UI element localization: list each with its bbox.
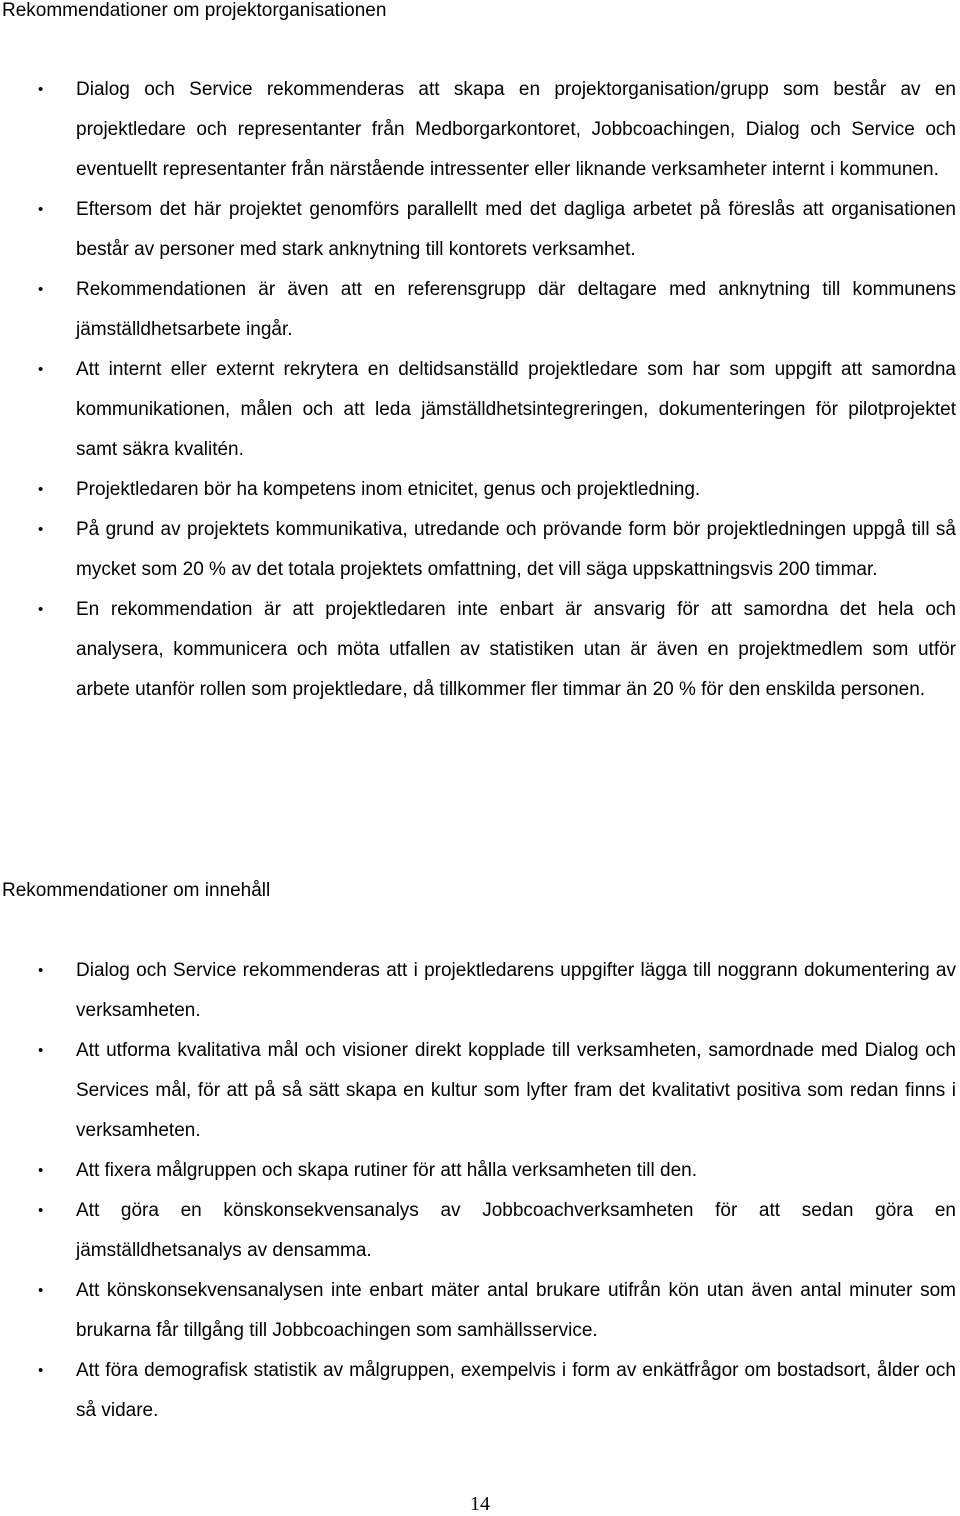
list-item-text: Dialog och Service rekommenderas att skapa en projektorganisation/grupp som består av en projektledare och representanter från Medborgarkontoret, Jobbcoachingen, Dialog och Service och eventuellt representanter från närstående intressenter eller liknande verksamheter internt i kommunen. [76,79,956,180]
bullet-icon: • [38,521,44,538]
list-item [0,470,960,510]
list-item [0,510,960,590]
bullet-icon: • [38,1282,44,1299]
list-item-text: Eftersom det här projektet genomförs parallellt med det dagliga arbetet på föreslås att organisationen består av personer med stark anknytning till kontorets verksamhet. [76,199,956,260]
list-item [0,951,960,1031]
list-item [0,590,960,710]
list-item [0,190,960,270]
list-item-text: Att könskonsekvensanalysen inte enbart mäter antal brukare utifrån kön utan även antal minuter som brukarna får tillgång till Jobbcoachingen som samhällsservice. [76,1280,956,1341]
list-item [0,1031,960,1151]
page-number: 14 [470,1493,490,1515]
section-heading-innehall: Rekommendationer om innehåll [2,880,271,901]
list-item-text: Att fixera målgruppen och skapa rutiner för att hålla verksamheten till den. [76,1160,697,1181]
list-item [0,1151,960,1191]
list-item-text: Att göra en könskonsekvensanalys av Jobbcoachverksamheten för att sedan göra en jämställdhetsanalys av densamma. [76,1200,956,1261]
bullet-icon: • [38,1362,44,1379]
list-item [0,270,960,350]
list-item [0,1271,960,1351]
list-item [0,1351,960,1431]
bullet-icon: • [38,1042,44,1059]
list-item-text: Rekommendationen är även att en referensgrupp där deltagare med anknytning till kommunens jämställdhetsarbete ingår. [76,279,956,340]
list-item [0,350,960,470]
list-item-text: Att internt eller externt rekrytera en deltidsanställd projektledare som har som uppgift att samordna kommunikationen, målen och att leda jämställdhetsintegreringen, dokumenteringen för pilotprojektet samt säkra kvalitén. [76,359,956,460]
bullet-list-innehall [0,951,960,1431]
bullet-icon: • [38,481,44,498]
list-item-text: Dialog och Service rekommenderas att i projektledarens uppgifter lägga till noggrann dokumentering av verksamheten. [76,960,956,1021]
bullet-icon: • [38,1202,44,1219]
list-item [0,70,960,190]
bullet-icon: • [38,81,44,98]
bullet-icon: • [38,281,44,298]
list-item-text: På grund av projektets kommunikativa, utredande och prövande form bör projektledningen uppgå till så mycket som 20 % av det totala projektets omfattning, det vill säga uppskattningsvis 200 timmar. [76,519,956,580]
list-item-text: Att utforma kvalitativa mål och visioner direkt kopplade till verksamheten, samordnade med Dialog och Services mål, för att på så sätt skapa en kultur som lyfter fram det kvalitativt positiva som redan finns i verksamheten. [76,1040,956,1141]
bullet-icon: • [38,601,44,618]
bullet-icon: • [38,361,44,378]
bullet-icon: • [38,1162,44,1179]
list-item-text: Projektledaren bör ha kompetens inom etnicitet, genus och projektledning. [76,479,701,500]
list-item-text: Att föra demografisk statistik av målgruppen, exempelvis i form av enkätfrågor om bostadsort, ålder och så vidare. [76,1360,956,1421]
list-item-text: En rekommendation är att projektledaren inte enbart är ansvarig för att samordna det hela och analysera, kommunicera och möta utfallen av statistiken utan är även en projektmedlem som utför arbete utanför rollen som projektledare, då tillkommer fler timmar än 20 % för den enskilda personen. [76,599,956,700]
list-item [0,1191,960,1271]
bullet-icon: • [38,201,44,218]
bullet-list-projektorganisation [0,70,960,710]
section-heading-projektorganisation: Rekommendationer om projektorganisationen [2,0,387,21]
bullet-icon: • [38,962,44,979]
